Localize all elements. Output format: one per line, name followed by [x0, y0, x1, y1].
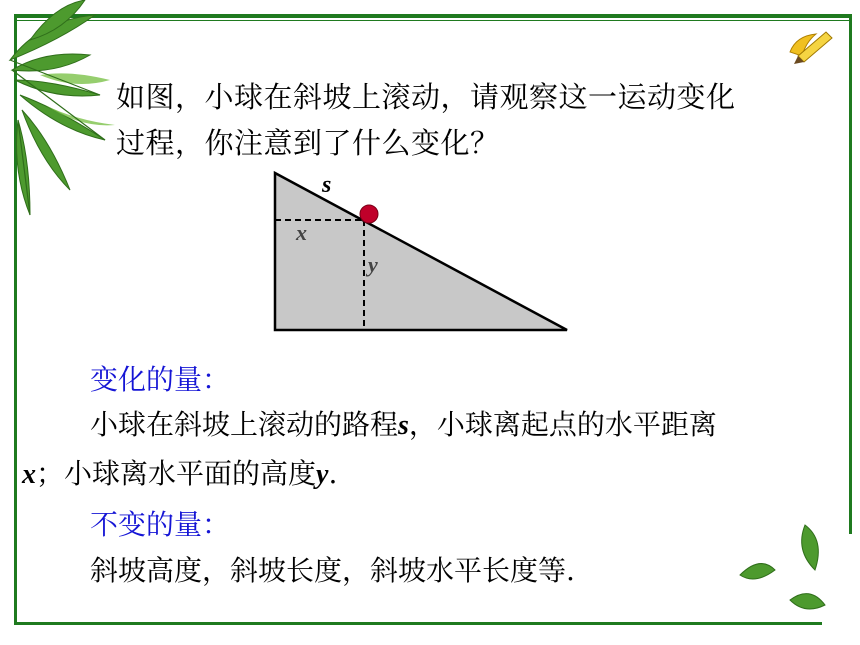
frame-bottom-border	[14, 622, 822, 625]
variable-line-1-text2: ，小球离起点的水平距离	[408, 408, 717, 441]
slope-triangle	[275, 173, 567, 330]
slope-diagram	[264, 168, 584, 338]
question-text	[116, 74, 736, 166]
label-x: x	[296, 220, 307, 245]
variable-line-2-text: ；小球离水平面的高度	[36, 457, 317, 490]
variable-line-1	[90, 403, 717, 443]
label-y: y	[368, 252, 378, 277]
var-x: x	[22, 459, 36, 490]
variable-line-2-end: .	[328, 457, 338, 490]
variable-line-2	[22, 452, 337, 492]
ball	[360, 205, 378, 223]
frame-right-border	[849, 14, 852, 534]
constant-text: 斜坡高度，斜坡长度，斜坡水平长度等.	[90, 554, 575, 587]
label-s: s	[322, 172, 332, 198]
var-s: s	[398, 410, 409, 441]
question-line-2: 过程，你注意到了什么变化？	[116, 126, 500, 160]
question-line-1: 如图，小球在斜坡上滚动，请观察这一运动变化	[116, 80, 736, 114]
variable-line-1-text: 小球在斜坡上滚动的路程	[90, 408, 399, 441]
variable-heading: 变化的量：	[90, 363, 231, 396]
var-y: y	[316, 459, 329, 490]
pencil-icon	[786, 26, 836, 66]
leaf-decoration-bottom-icon	[720, 515, 830, 615]
constant-heading: 不变的量：	[90, 508, 231, 541]
